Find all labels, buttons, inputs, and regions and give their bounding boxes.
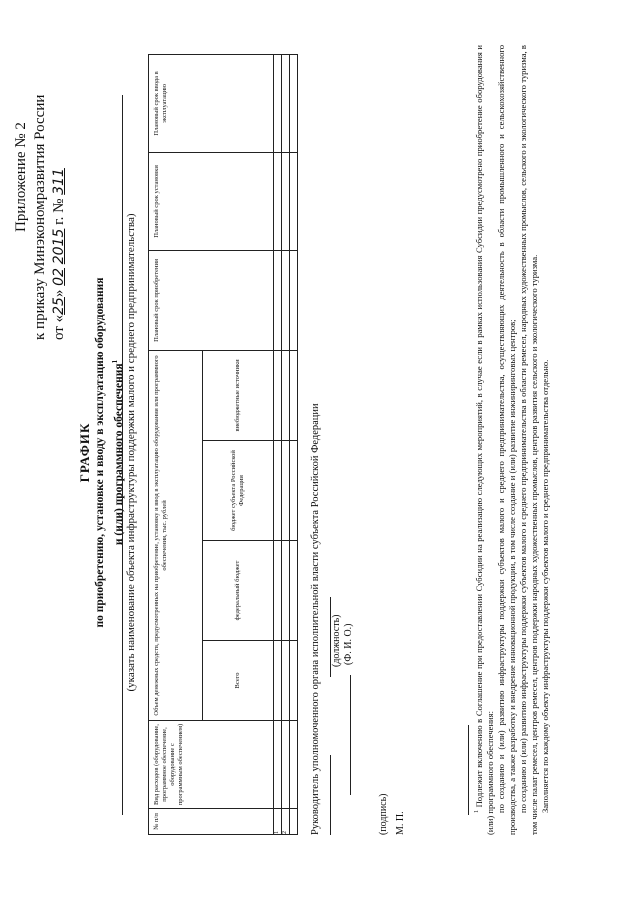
schedule-table (148, 54, 298, 835)
row-number: 1 (274, 809, 282, 835)
table-cell (290, 641, 298, 721)
appendix-order: к приказу Минэкономразвития России (32, 94, 48, 340)
header-total: Всего (203, 641, 274, 721)
table-cell (290, 721, 298, 809)
table-cell (274, 441, 282, 541)
footnote-item: по созданию и (или) развитию инфраструктуры поддержки субъектов малого и среднего предпринимательства в области ремесел, народных художественных промыслов, сельского и экологического туризма, в том числе палат ремесел, центров ремесел, центров поддержки народных художественных промыслов, центров развития сельского и экологического туризма. (517, 45, 539, 835)
table-cell (290, 541, 298, 641)
table-cell (274, 641, 282, 721)
title-main: ГРАФИК (77, 422, 92, 483)
title-footnote-mark: 1 (111, 359, 119, 364)
header-commissioning-date: Плановый срок ввода в эксплуатацию (149, 54, 274, 152)
header-regional-budget: бюджет субъекта Российской Федерации (203, 441, 274, 541)
table-cell (290, 152, 298, 250)
footnote-rule (468, 725, 469, 815)
table-cell (282, 350, 290, 440)
table-cell (282, 54, 290, 152)
table-cell (274, 541, 282, 641)
footnotes (472, 45, 551, 835)
table-cell (274, 152, 282, 250)
header-num: № п/п (149, 809, 274, 835)
table-cell (282, 441, 290, 541)
table-cell (290, 250, 298, 350)
appendix-header (12, 40, 69, 340)
signature-caption: (подпись) (378, 793, 389, 835)
table-cell (282, 152, 290, 250)
table-cell (274, 721, 282, 809)
appendix-date-year: 2015 (51, 228, 67, 265)
header-federal-budget: федеральный бюджет (203, 541, 274, 641)
table-cell (282, 541, 290, 641)
signature-line (330, 755, 331, 835)
row-number: 2 (282, 809, 290, 835)
appendix-date-month: 02 (51, 267, 67, 286)
appendix-title: Приложение № 2 (13, 122, 29, 232)
table-cell (274, 350, 282, 440)
appendix-date-day: 25 (51, 297, 67, 315)
header-acquisition-date: Плановый срок приобретения (149, 250, 274, 350)
table-cell (290, 54, 298, 152)
position-caption: (должность) (331, 614, 342, 667)
table-cell (274, 250, 282, 350)
header-extrabudget: внебюджетные источники (203, 350, 274, 440)
signer-role: Руководитель уполномоченного органа исполнительной власти субъекта Российской Федерации (310, 403, 321, 835)
footnote-item: Заполняется по каждому объекту инфраструктуры поддержки субъектов малого и среднего предпринимательства отдельно. (539, 359, 550, 813)
appendix-order-number: 311 (51, 168, 67, 195)
stamp-place: М. П. (395, 811, 406, 835)
table-row (282, 54, 290, 834)
header-funds-group: Объем денежных средств, предусмотренных на приобретение, установку и ввод в эксплуатацию оборудования или программного обеспечения, тыс. рублей (149, 350, 203, 720)
footnote-1: $^1$ Подлежит включению в Соглашение при предоставлении Субсидии на реализацию следующих мероприятий, в случае если в рамках использования Субсидии предусмотрено приобретение оборудования и (или) программного обеспечения: (473, 45, 495, 835)
fio-line (350, 675, 351, 795)
table-cell (282, 250, 290, 350)
footnote-mark: 1 (474, 810, 480, 813)
title-line3: и (или) программного обеспечения$^1$ (111, 359, 125, 546)
title-line2: по приобретению, установке и вводу в эксплуатацию оборудования (94, 277, 106, 628)
appendix-date: от «25» 02 2015 г. № 311 (51, 168, 67, 340)
table-cell (290, 809, 298, 835)
table-cell (290, 441, 298, 541)
header-expense-type: Вид расходов (оборудование, программное обеспечение, оборудование с программным обеспечением) (149, 721, 274, 809)
table-cell (274, 54, 282, 152)
fio-caption: (Ф. И. О.) (343, 623, 354, 665)
table-cell (290, 350, 298, 440)
table-cell (282, 641, 290, 721)
object-name-caption: (указать наименование объекта инфраструктуры поддержки малого и среднего предпринимательства) (125, 213, 137, 692)
object-name-line (122, 95, 123, 815)
document-title (77, 0, 127, 905)
table-row (274, 54, 282, 834)
header-installation-date: Плановый срок установки (149, 152, 274, 250)
table-row (290, 54, 298, 834)
footnote-item: по созданию и (или) развитию инфраструктуры поддержки субъектов малого и среднего предпринимательства, осуществляющих деятельность в области промышленного и сельскохозяйственного производства, а также разработку и внедрение инновационной продукции, в том числе создание и (или) развитие инжиниринговых центров; (495, 45, 517, 835)
table-cell (282, 721, 290, 809)
